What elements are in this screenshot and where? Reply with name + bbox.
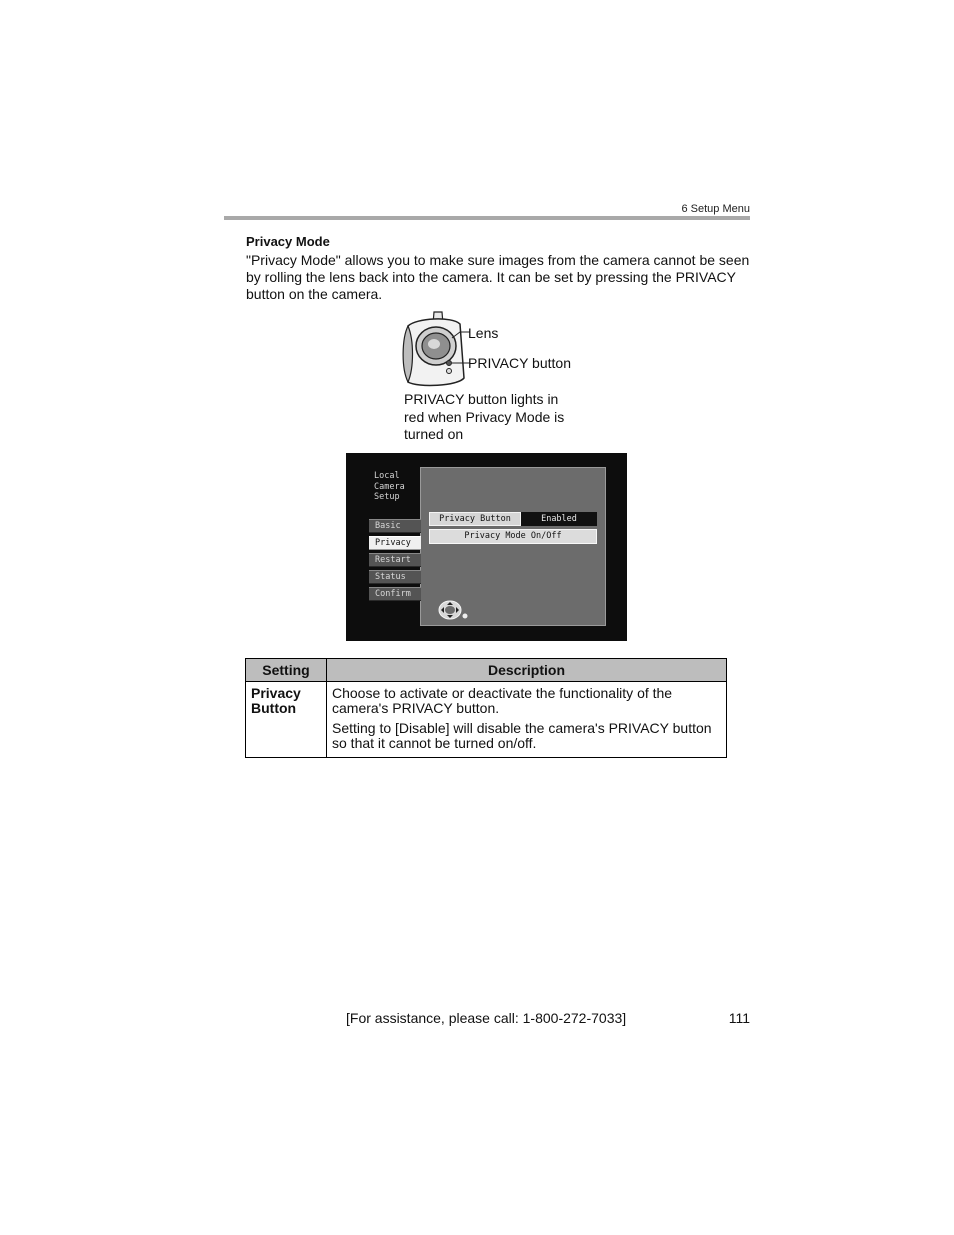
osd-menu-privacy[interactable]: Privacy <box>369 536 421 550</box>
table-row <box>246 682 727 758</box>
osd-title: Local Camera Setup <box>374 471 405 502</box>
setting-name: Privacy Button <box>246 682 327 758</box>
setting-description <box>327 682 727 758</box>
description-column-header: Description <box>327 659 727 682</box>
header-rule <box>224 216 750 220</box>
page-number: 111 <box>728 1010 750 1026</box>
osd-menu-basic[interactable]: Basic <box>369 519 421 533</box>
privacy-button-callout: PRIVACY button <box>468 355 571 371</box>
dpad-icon <box>436 599 470 621</box>
osd-menu-status[interactable]: Status <box>369 570 421 584</box>
osd-privacy-mode-toggle-button[interactable]: Privacy Mode On/Off <box>429 529 597 544</box>
intro-paragraph: "Privacy Mode" allows you to make sure images from the camera cannot be seen by rolling the lens back into the camera. It can be set by pressing the PRIVACY button on the camera. <box>246 252 750 302</box>
osd-privacy-button-label: Privacy Button <box>429 512 521 526</box>
osd-menu-restart[interactable]: Restart <box>369 553 421 567</box>
lens-callout: Lens <box>468 325 499 341</box>
osd-privacy-button-value[interactable]: Enabled <box>521 512 597 526</box>
section-title: Privacy Mode <box>246 234 330 249</box>
privacy-light-note: PRIVACY button lights in red when Privacy Mode is turned on <box>404 391 565 442</box>
table-header-row <box>246 659 727 682</box>
settings-table <box>245 658 727 758</box>
running-header: 6 Setup Menu <box>681 203 750 215</box>
setting-column-header: Setting <box>246 659 327 682</box>
camera-illustration <box>398 308 478 392</box>
footer-assistance: [For assistance, please call: 1-800-272-7033] <box>346 1010 627 1026</box>
osd-menu-confirm[interactable]: Confirm <box>369 587 421 601</box>
description-paragraph: Choose to activate or deactivate the functionality of the camera's PRIVACY button. <box>332 685 673 716</box>
description-paragraph: Setting to [Disable] will disable the camera's PRIVACY button so that it cannot be turned on/off. <box>332 720 712 751</box>
